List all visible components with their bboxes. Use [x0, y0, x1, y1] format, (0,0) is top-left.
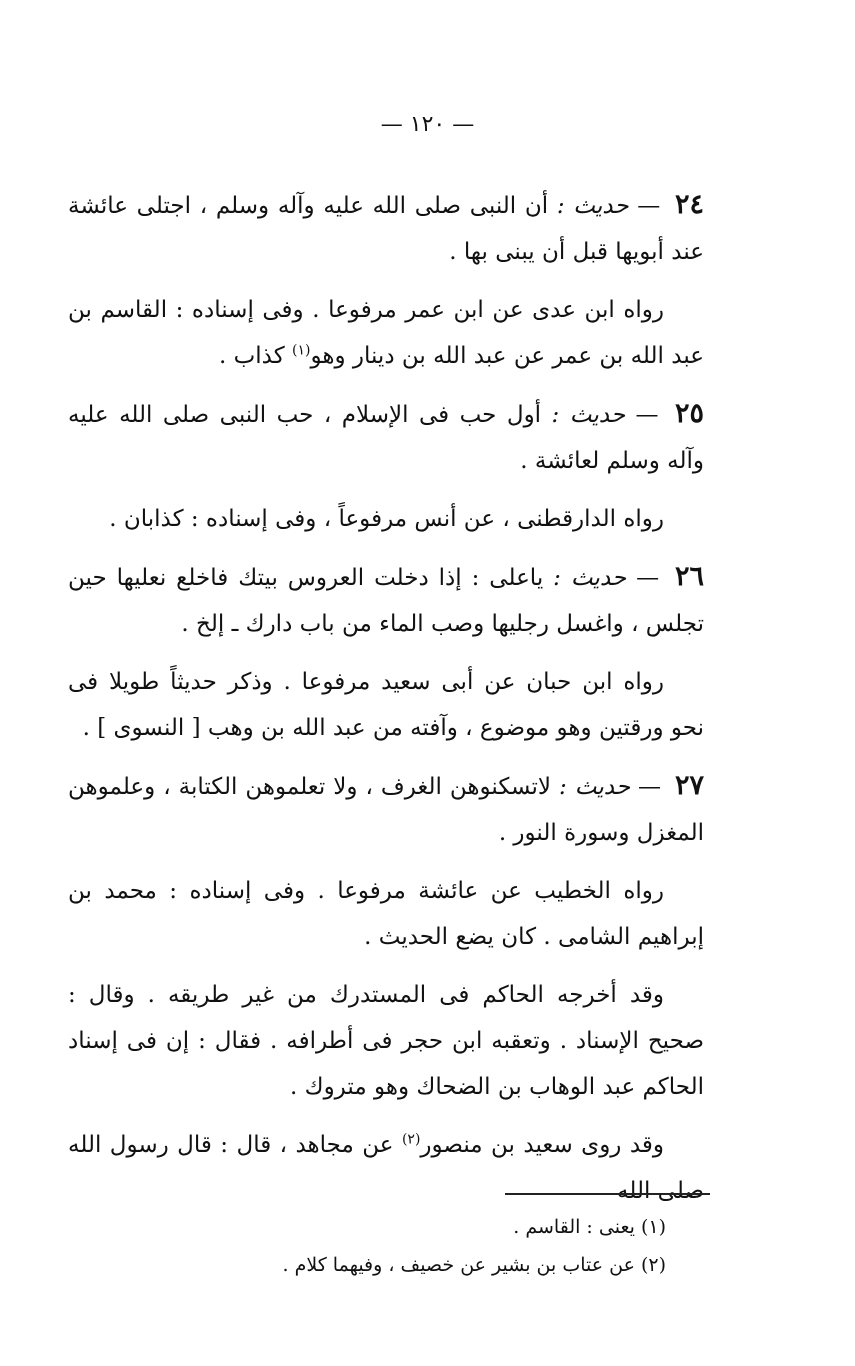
- hadith-text: أول حب فى الإسلام ، حب النبى صلى الله عليه وآله وسلم لعائشة .: [68, 402, 704, 474]
- main-text: [68, 182, 704, 1226]
- riwaya-text: وقد روى سعيد بن منصور: [420, 1132, 665, 1158]
- hadith-number: ٢٦: [675, 561, 705, 592]
- riwaya-27: [68, 868, 704, 960]
- hadith-dash: —: [635, 402, 659, 428]
- footnote-ref-1: (١): [291, 342, 311, 359]
- hadith-label: حديث :: [553, 565, 627, 591]
- hadith-26: [68, 554, 704, 647]
- footnote-1: (١) يعنى : القاسم .: [513, 1216, 666, 1238]
- hadith-label: حديث :: [551, 402, 626, 428]
- riwaya-24: [68, 287, 704, 379]
- hadith-24: [68, 182, 704, 275]
- riwaya-text: رواه ابن حبان عن أبى سعيد مرفوعا . وذكر حديثاً طويلا فى نحو ورقتين وهو موضوع ، وآفته من عبد الله بن وهب [ النسوى ] .: [68, 669, 704, 741]
- hadith-number: ٢٤: [675, 189, 705, 220]
- footnotes: [120, 1208, 666, 1284]
- riwaya-text: رواه ابن عدى عن ابن عمر مرفوعا . وفى إسناده : القاسم بن عبد الله بن عمر عن عبد الله بن دينار وهو: [68, 297, 704, 369]
- hadith-27: [68, 763, 704, 856]
- riwaya-text-end: عن مجاهد ، قال : قال رسول الله صلى الله: [68, 1132, 704, 1204]
- hadith-number: ٢٧: [675, 770, 705, 801]
- riwaya-text: وقد أخرجه الحاكم فى المستدرك من غير طريقه . وقال : صحيح الإسناد . وتعقبه ابن حجر فى أطرافه . فقال : إن فى إسناد الحاكم عبد الوهاب بن الضحاك وهو متروك .: [68, 982, 704, 1100]
- riwaya-27-hakim: [68, 972, 704, 1110]
- hadith-text: ياعلى : إذا دخلت العروس بيتك فاخلع نعليها حين تجلس ، واغسل رجليها وصب الماء من باب دارك ـ إلخ .: [68, 565, 704, 637]
- hadith-dash: —: [638, 774, 662, 800]
- footnote-divider: [505, 1193, 710, 1195]
- riwaya-text-end: كذاب .: [218, 343, 285, 369]
- riwaya-25: [68, 496, 704, 542]
- riwaya-27-mansur: [68, 1122, 704, 1214]
- hadith-label: حديث :: [556, 193, 629, 219]
- page-number: — ١٢٠ —: [380, 112, 475, 137]
- footnote-ref-2: (٢): [401, 1131, 421, 1148]
- riwaya-text: رواه الدارقطنى ، عن أنس مرفوعاً ، وفى إسناده : كذابان .: [109, 506, 664, 532]
- riwaya-text: رواه الخطيب عن عائشة مرفوعا . وفى إسناده : محمد بن إبراهيم الشامى . كان يضع الحديث .: [68, 878, 704, 950]
- riwaya-26: [68, 659, 704, 751]
- hadith-dash: —: [636, 565, 660, 591]
- hadith-text: لاتسكنوهن الغرف ، ولا تعلموهن الكتابة ، وعلموهن المغزل وسورة النور .: [68, 774, 704, 846]
- footnote-2: (٢) عن عتاب بن بشير عن خصيف ، وفيهما كلام .: [282, 1254, 666, 1276]
- hadith-label: حديث :: [559, 774, 631, 800]
- hadith-25: [68, 391, 704, 484]
- hadith-number: ٢٥: [674, 398, 704, 429]
- hadith-dash: —: [637, 193, 661, 219]
- hadith-text: أن النبى صلى الله عليه وآله وسلم ، اجتلى عائشة عند أبويها قبل أن يبنى بها .: [68, 193, 704, 265]
